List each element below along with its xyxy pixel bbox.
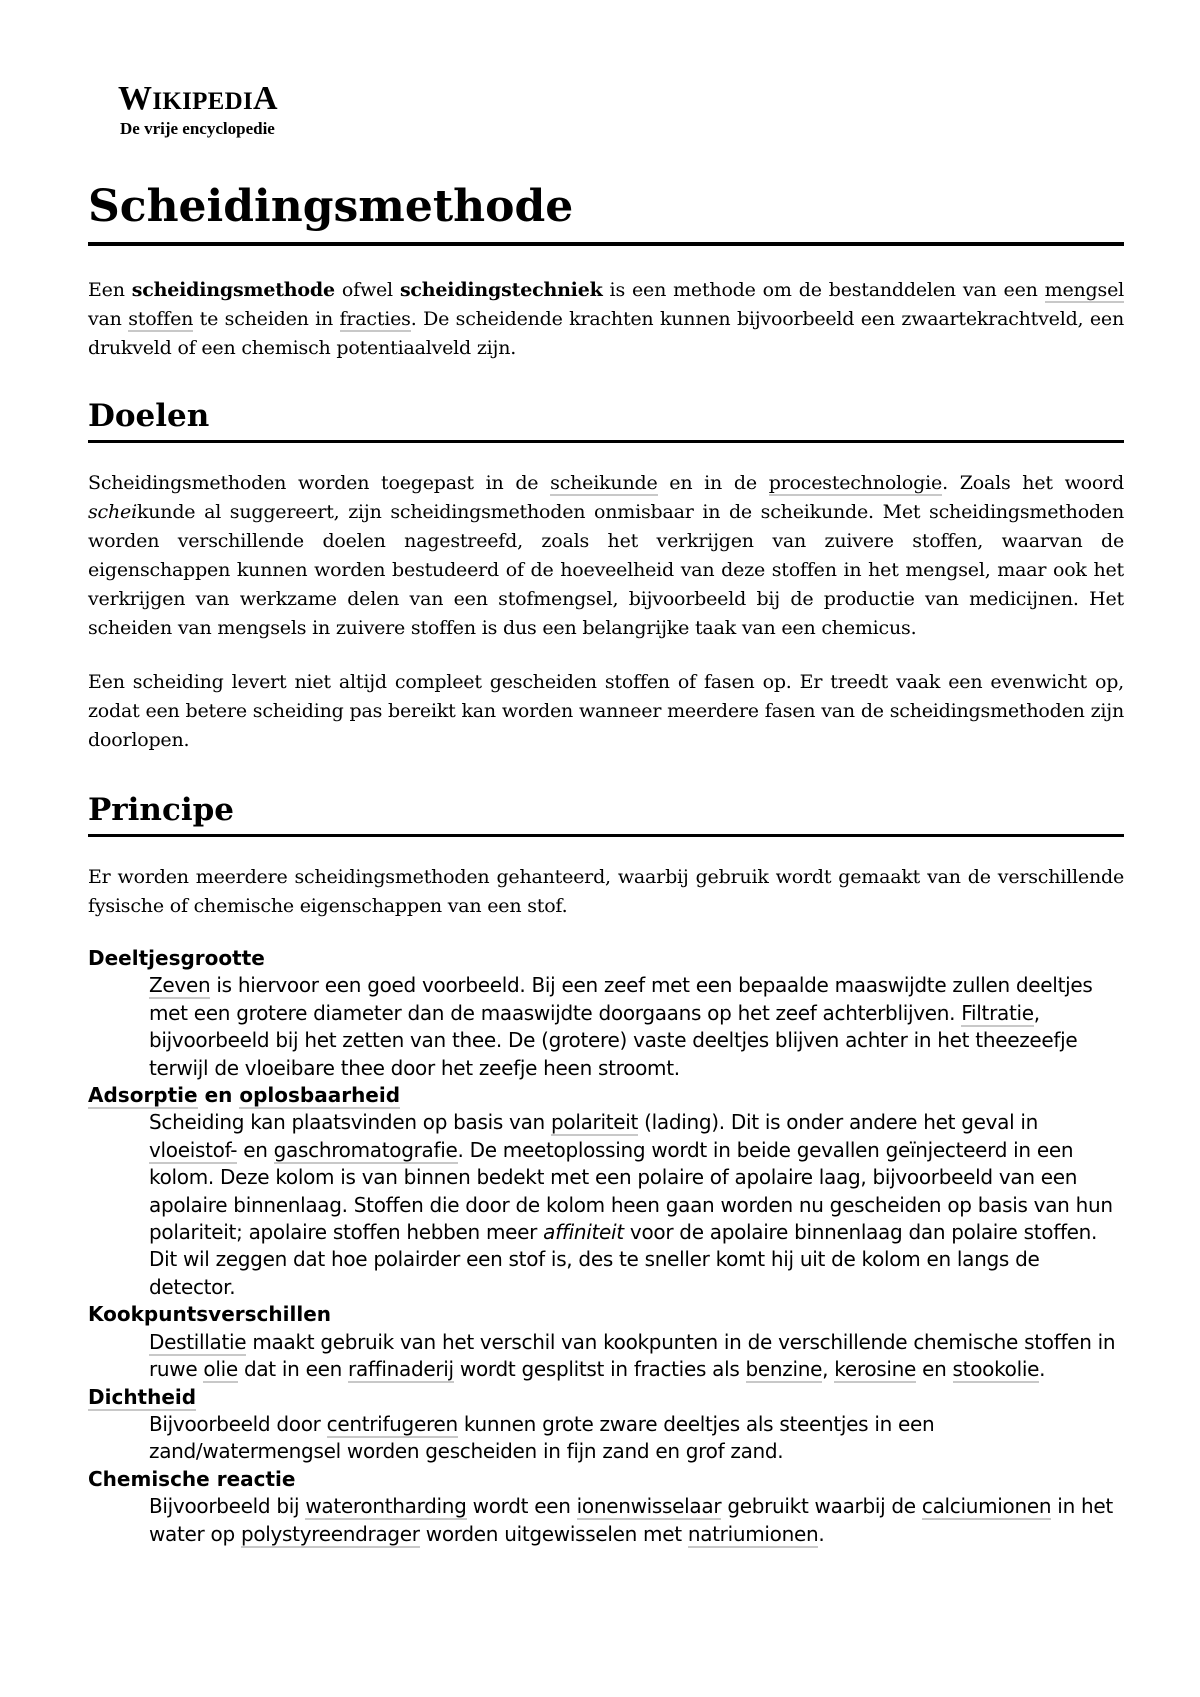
link-raffinaderij[interactable]: raffinaderij (348, 1357, 454, 1382)
intro-paragraph: Een scheidingsmethode ofwel scheidingstechniek is een methode om de bestanddelen van een mengsel van stoffen te scheiden in fracties. De scheidende krachten kunnen bijvoorbeeld een zwaartekrachtveld, een drukveld of een chemisch potentiaalveld zijn. (88, 279, 1124, 359)
link-natriumionen[interactable]: natriumionen (687, 1521, 819, 1546)
link-olie[interactable]: olie (203, 1357, 238, 1382)
definition-kookpuntsverschillen: Destillatie maakt gebruik van het verschil van kookpunten in de verschillende chemische stoffen in ruwe olie dat in een raffinaderij wordt gesplitst in fracties als benzine, kerosine en stookolie. (149, 1329, 1116, 1382)
principe-paragraph: Er worden meerdere scheidingsmethoden gehanteerd, waarbij gebruik wordt gemaakt van de verschillende fysische of chemische eigenschappen van een stof. (88, 866, 1124, 917)
term-kookpuntsverschillen: Kookpuntsverschillen (88, 1302, 332, 1327)
link-polystyreendrager[interactable]: polystyreendrager (240, 1521, 420, 1546)
term-dichtheid (88, 1384, 1124, 1411)
section-heading-principe: Principe (88, 790, 1124, 837)
page-title: Scheidingsmethode (88, 180, 1124, 246)
term-adsorptie: Adsorptie en oplosbaarheid (88, 1083, 401, 1108)
link-fracties[interactable]: fracties (339, 308, 411, 330)
link-calciumionen[interactable]: calciumionen (921, 1494, 1052, 1519)
link-stookolie[interactable]: stookolie (952, 1357, 1040, 1382)
term-chemische-reactie: Chemische reactie (88, 1466, 296, 1491)
link-mengsel[interactable]: mengsel (1044, 279, 1124, 301)
doelen-paragraph-1: Scheidingsmethoden worden toegepast in de scheikunde en in de procestechnologie. Zoals het woord scheikunde al suggereert, zijn scheidingsmethoden onmisbaar in de scheikunde. Met scheidingsmethoden worden verschillende doelen nagestreefd, zoals het verkrijgen van zuivere stoffen, waarvan de eigenschappen kunnen worden bestudeerd of de hoeveelheid van deze stoffen in het mengsel, maar ook het verkrijgen van werkzame delen van een stofmengsel, bijvoorbeeld bij de productie van medicijnen. Het scheiden van mengsels in zuivere stoffen is dus een belangrijke taak van een chemicus. (88, 472, 1124, 639)
link-waterontharding[interactable]: waterontharding (305, 1494, 467, 1519)
link-procestechnologie[interactable]: procestechnologie (768, 472, 943, 494)
definition-deeltjesgrootte: Zeven is hiervoor een goed voorbeeld. Bij een zeef met een bepaalde maaswijdte zullen deeltjes met een grotere diameter dan de maaswijdte doorgaans op het zeef achterblijven. Filtratie, bijvoorbeeld bij het zetten van thee. De (grotere) vaste deeltjes blijven achter in het theezeefje terwijl de vloeibare thee door het zeefje heen stroomt. (149, 973, 1093, 1080)
link-adsorptie[interactable]: Adsorptie (88, 1083, 198, 1108)
link-zeven[interactable]: Zeven (149, 973, 211, 998)
definition-list (88, 945, 1124, 1548)
definition-adsorptie: Scheiding kan plaatsvinden op basis van polariteit (lading). Dit is onder andere het geval in vloeistof- en gaschromatografie. De meetoplossing wordt in beide gevallen geïnjecteerd in een kolom. Deze kolom is van binnen bedekt met een polaire of apolaire laag, bijvoorbeeld van een apolaire binnenlaag. Stoffen die door de kolom heen gaan worden nu gescheiden op basis van hun polariteit; apolaire stoffen hebben meer affiniteit voor de apolaire binnenlaag dan polaire stoffen. Dit wil zeggen dat hoe polairder een stof is, des te sneller komt hij uit de kolom en langs de detector. (149, 1110, 1113, 1299)
link-dichtheid[interactable]: Dichtheid (88, 1384, 197, 1409)
link-filtratie[interactable]: Filtratie (961, 1000, 1034, 1025)
definition-chemische-reactie: Bijvoorbeeld bij waterontharding wordt een ionenwisselaar gebruikt waarbij de calciumionen in het water op polystyreendrager worden uitgewisselen met natriumionen. (149, 1494, 1113, 1546)
link-polariteit[interactable]: polariteit (550, 1110, 639, 1135)
section-heading-doelen: Doelen (88, 396, 1124, 443)
link-benzine[interactable]: benzine (745, 1357, 823, 1382)
logo-wordmark: WIKIPEDIA (118, 80, 278, 117)
link-kerosine[interactable]: kerosine (834, 1357, 917, 1382)
link-destillatie[interactable]: Destillatie (149, 1329, 247, 1354)
link-ionenwisselaar[interactable]: ionenwisselaar (576, 1494, 722, 1519)
link-oplosbaarheid[interactable]: oplosbaarheid (239, 1083, 401, 1108)
link-vloeistof[interactable]: vloeistof- (149, 1137, 238, 1162)
doelen-paragraph-2: Een scheiding levert niet altijd compleet gescheiden stoffen of fasen op. Er treedt vaak een evenwicht op, zodat een betere scheiding pas bereikt kan worden wanneer meerdere fasen van de scheidingsmethoden zijn doorlopen. (88, 671, 1124, 751)
link-gaschromatografie[interactable]: gaschromatografie (273, 1137, 458, 1162)
link-scheikunde[interactable]: scheikunde (550, 472, 658, 494)
definition-dichtheid: Bijvoorbeeld door centrifugeren kunnen grote zware deeltjes als steentjes in een zand/watermengsel worden gescheiden in fijn zand en grof zand. (149, 1411, 935, 1464)
term-deeltjesgrootte: Deeltjesgrootte (88, 946, 265, 970)
wikipedia-logo[interactable] (118, 82, 278, 139)
link-centrifugeren[interactable]: centrifugeren (326, 1411, 458, 1436)
link-stoffen[interactable]: stoffen (128, 308, 194, 330)
logo-tagline: De vrije encyclopedie (120, 119, 275, 138)
